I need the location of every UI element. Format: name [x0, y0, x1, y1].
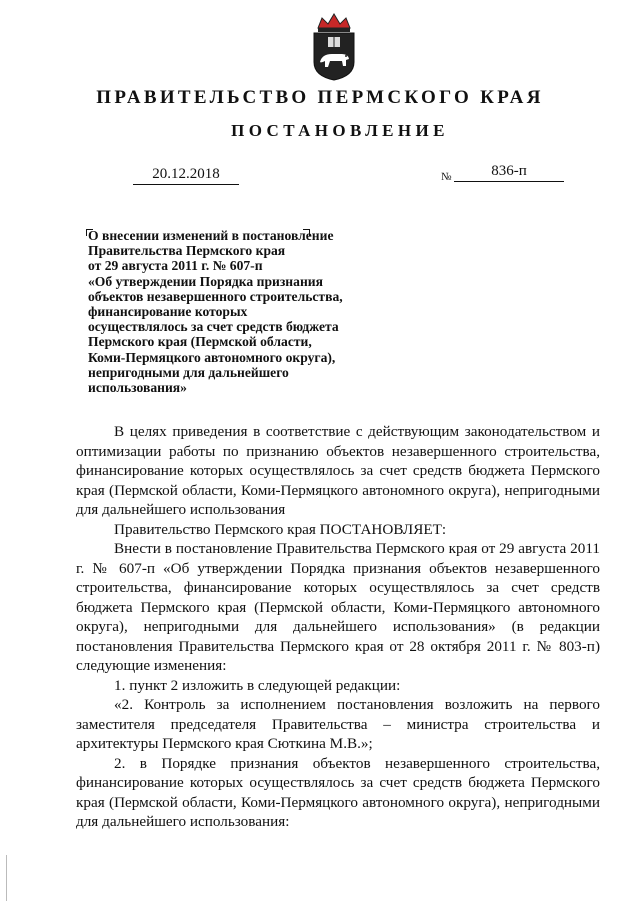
body-paragraph-resolves: Правительство Пермского края ПОСТАНОВЛЯЕТ:	[114, 520, 447, 538]
body-paragraph-preamble: В целях приведения в соответствие с действующим законодательством и оптимизации работы по признанию объектов незавершенного строительства, финансирование которых осуществлялось за счет средств бюджета Пермского края (Пермской области, Коми-Пермяцкого автономного округа), непригодными для дальнейшего использования	[76, 423, 600, 518]
subject-line: непригодными для дальнейшего	[88, 364, 289, 380]
body-paragraph-item-2: 2. в Порядке признания объектов незавершенного строительства, финансирование которых осуществлялось за счет средств бюджета Пермского края (Пермской области, Коми-Пермяцкого автономного округа), непригодными для дальнейшего использования:	[76, 754, 600, 830]
government-title: ПРАВИТЕЛЬСТВО ПЕРМСКОГО КРАЯ	[96, 87, 544, 108]
subject-line: Коми-Пермяцкого автономного округа),	[88, 349, 336, 365]
subject-line: Пермского края (Пермской области,	[88, 334, 312, 350]
body-paragraph-amend: Внести в постановление Правительства Пермского края от 29 августа 2011 г. № 607-п «Об утверждении Порядка признания объектов незавершенного строительства, финансирование которых осуществлялось за счет средств бюджета Пермского края (Пермской области, Коми-Пермяцкого автономного округа), непригодными для дальнейшего использования» (в редакции постановления Правительства Пермского края от 28 октября 2011 г. № 803-п) следующие изменения:	[76, 540, 600, 674]
document-body	[76, 422, 600, 832]
coat-of-arms-icon	[306, 10, 362, 82]
subject-line: объектов незавершенного строительства,	[88, 288, 343, 304]
subject-line: использования»	[88, 380, 187, 396]
document-number: 836-п	[454, 162, 564, 182]
subject-line: осуществлялось за счет средств бюджета	[88, 319, 339, 335]
subject-line: О внесении изменений в постановление	[88, 228, 334, 243]
subject-line: «Об утверждении Порядка признания	[88, 273, 323, 289]
number-sign: №	[441, 171, 452, 183]
subject-line: Правительства Пермского края	[88, 243, 286, 259]
scan-edge-mark	[6, 855, 7, 901]
body-paragraph-item-1-text: «2. Контроль за исполнением постановления возложить на первого заместителя председателя Правительства – министра строительства и архитектуры Пермского края Сюткина М.В.»;	[76, 696, 600, 752]
document-date: 20.12.2018	[133, 166, 239, 185]
document-subject	[88, 228, 408, 395]
body-paragraph-item-1: 1. пункт 2 изложить в следующей редакции:	[114, 676, 401, 694]
subject-line: финансирование которых	[88, 304, 248, 320]
document-type-title: ПОСТАНОВЛЕНИЕ	[231, 121, 449, 140]
subject-line: от 29 августа 2011 г. № 607-п	[88, 258, 263, 274]
